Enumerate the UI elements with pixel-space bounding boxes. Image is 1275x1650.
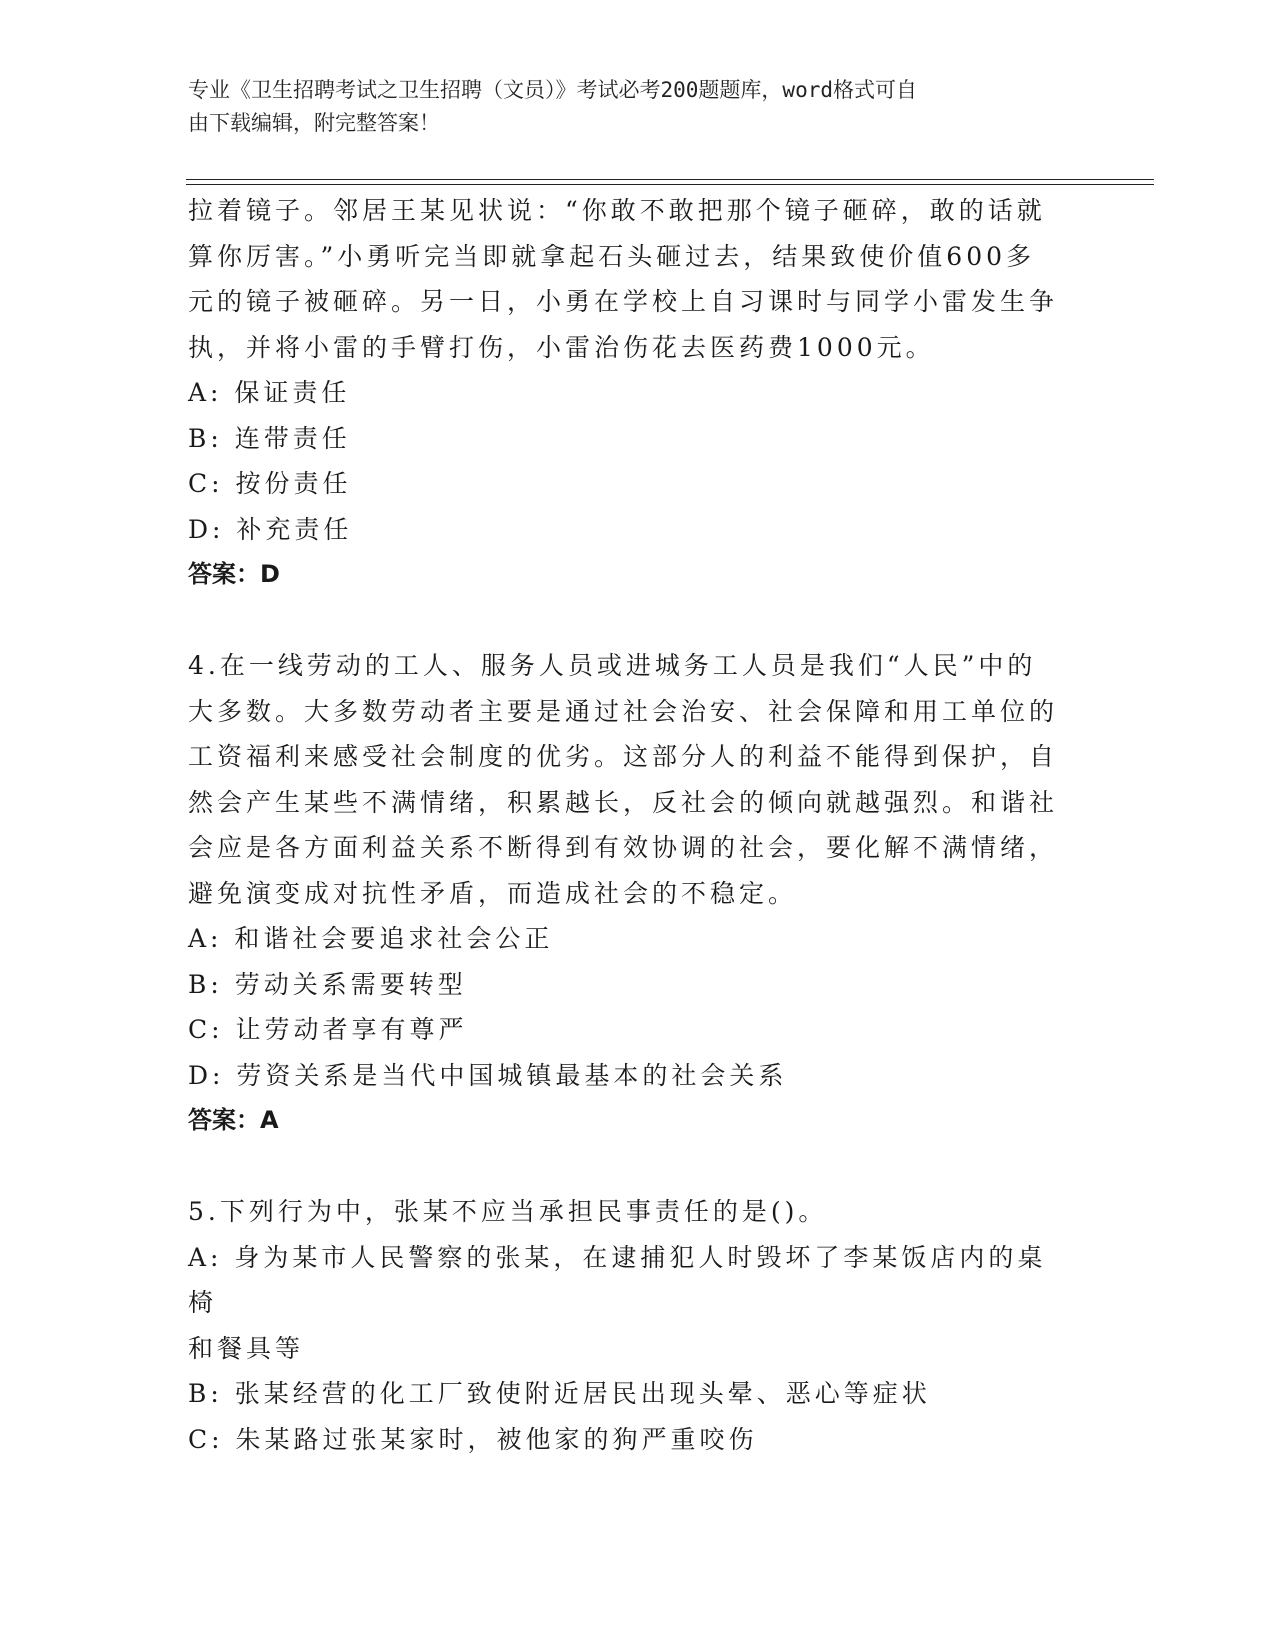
question-5	[188, 1189, 1068, 1462]
document-body	[188, 188, 1068, 1462]
option-a: A: 和谐社会要追求社会公正	[188, 924, 554, 953]
spacer	[188, 1144, 1068, 1190]
header-divider-top	[186, 179, 1154, 180]
option-c: C: 让劳动者享有尊严	[188, 1015, 468, 1044]
option-a: A: 身为某市人民警察的张某，在逮捕犯人时毁坏了李某饭店内的桌椅	[188, 1242, 1047, 1317]
option-a-continuation: 和餐具等	[188, 1333, 305, 1363]
answer-label: 答案：D	[188, 560, 280, 588]
question-stem-line: 执，并将小雷的手臂打伤，小雷治伤花去医药费1000元。	[188, 332, 935, 362]
question-4	[188, 643, 1068, 1144]
option-d: D: 劳资关系是当代中国城镇最基本的社会关系	[188, 1060, 788, 1090]
page-header	[188, 74, 1068, 140]
question-stem: 5.下列行为中，张某不应当承担民事责任的是()。	[188, 1197, 828, 1226]
header-title-line-2: 由下载编辑，附完整答案！	[188, 111, 440, 135]
header-title-line-1: 专业《卫生招聘考试之卫生招聘（文员）》考试必考200题题库，word格式可自	[188, 78, 917, 102]
header-divider-bottom	[186, 184, 1154, 185]
question-stem-line: 大多数。大多数劳动者主要是通过社会治安、社会保障和用工单位的	[188, 696, 1059, 726]
option-b: B: 张某经营的化工厂致使附近居民出现头晕、恶心等症状	[188, 1379, 931, 1408]
option-c: C: 朱某路过张某家时，被他家的狗严重咬伤	[188, 1424, 758, 1454]
question-stem-line: 算你厉害。”小勇听完当即就拿起石头砸过去，结果致使价值600多	[188, 241, 1036, 271]
question-stem-line: 元的镜子被砸碎。另一日，小勇在学校上自习课时与同学小雷发生争	[188, 287, 1059, 316]
question-3	[188, 188, 1068, 598]
option-a: A: 保证责任	[188, 378, 351, 407]
question-stem-line: 避免演变成对抗性矛盾，而造成社会的不稳定。	[188, 878, 798, 908]
question-stem-line: 工资福利来感受社会制度的优劣。这部分人的利益不能得到保护，自	[188, 742, 1059, 771]
answer-label: 答案：A	[188, 1106, 279, 1134]
question-stem-line: 4.在一线劳动的工人、服务人员或进城务工人员是我们“人民”中的	[188, 651, 1037, 680]
option-c: C: 按份责任	[188, 469, 352, 498]
option-b: B: 连带责任	[188, 423, 351, 453]
spacer	[188, 598, 1068, 644]
question-stem-line: 拉着镜子。邻居王某见状说：“你敢不敢把那个镜子砸碎，敢的话就	[188, 196, 1046, 225]
option-b: B: 劳动关系需要转型	[188, 969, 467, 999]
question-stem-line: 会应是各方面利益关系不断得到有效协调的社会，要化解不满情绪，	[188, 833, 1059, 862]
option-d: D: 补充责任	[188, 514, 353, 544]
question-stem-line: 然会产生某些不满情绪，积累越长，反社会的倾向就越强烈。和谐社	[188, 787, 1059, 817]
